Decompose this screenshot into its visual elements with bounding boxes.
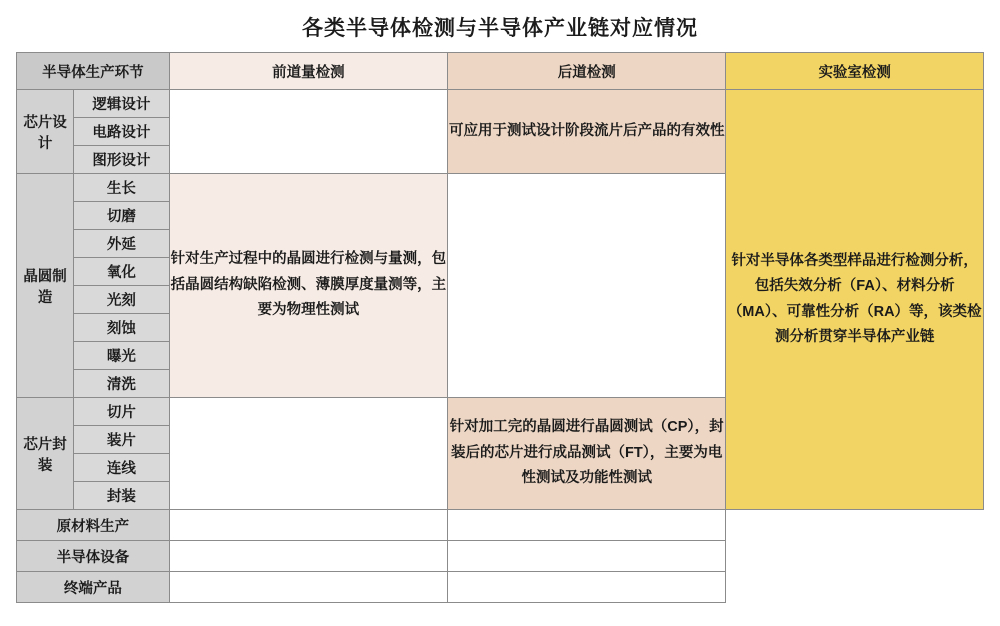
step-circuit-design: 电路设计 xyxy=(74,118,170,146)
step-epitaxy: 外延 xyxy=(74,230,170,258)
group-chip-packaging: 芯片封装 xyxy=(17,398,74,510)
step-die-attach: 装片 xyxy=(74,426,170,454)
cell-end-front-empty xyxy=(169,572,447,603)
semiconductor-testing-matrix xyxy=(16,52,984,603)
stage-semiconductor-equipment: 半导体设备 xyxy=(17,541,170,572)
table-row xyxy=(17,572,984,603)
cell-design-front-empty xyxy=(169,90,447,174)
group-wafer-fabrication: 晶圆制造 xyxy=(17,174,74,398)
cell-equipment-back-empty xyxy=(448,541,726,572)
step-oxidation: 氧化 xyxy=(74,258,170,286)
cell-fab-front-text: 针对生产过程中的晶圆进行检测与量测，包括晶圆结构缺陷检测、薄膜厚度量测等，主要为物理性测试 xyxy=(169,174,447,398)
table-header-row xyxy=(17,53,984,90)
table-row xyxy=(17,541,984,572)
cell-equipment-front-empty xyxy=(169,541,447,572)
cell-raw-back-empty xyxy=(448,510,726,541)
step-growth: 生长 xyxy=(74,174,170,202)
step-grinding: 切磨 xyxy=(74,202,170,230)
table-row xyxy=(17,90,984,118)
header-stage: 半导体生产环节 xyxy=(17,53,170,90)
cell-fab-back-empty xyxy=(448,174,726,398)
cell-end-back-empty xyxy=(448,572,726,603)
header-back-inspection: 后道检测 xyxy=(448,53,726,90)
step-etching: 刻蚀 xyxy=(74,314,170,342)
table-row xyxy=(17,510,984,541)
cell-lab-text: 针对半导体各类型样品进行检测分析，包括失效分析（FA）、材料分析（MA）、可靠性分析（RA）等，该类检测分析贯穿半导体产业链 xyxy=(726,90,984,510)
step-encapsulation: 封装 xyxy=(74,482,170,510)
cell-design-back-text: 可应用于测试设计阶段流片后产品的有效性 xyxy=(448,90,726,174)
step-wire-bonding: 连线 xyxy=(74,454,170,482)
step-dicing: 切片 xyxy=(74,398,170,426)
header-front-inspection: 前道量检测 xyxy=(169,53,447,90)
cell-raw-front-empty xyxy=(169,510,447,541)
step-graphic-design: 图形设计 xyxy=(74,146,170,174)
step-exposure: 曝光 xyxy=(74,342,170,370)
stage-end-products: 终端产品 xyxy=(17,572,170,603)
cell-package-front-empty xyxy=(169,398,447,510)
group-chip-design: 芯片设计 xyxy=(17,90,74,174)
step-photolithography: 光刻 xyxy=(74,286,170,314)
header-lab-inspection: 实验室检测 xyxy=(726,53,984,90)
stage-raw-material-production: 原材料生产 xyxy=(17,510,170,541)
step-cleaning: 清洗 xyxy=(74,370,170,398)
page-title: 各类半导体检测与半导体产业链对应情况 xyxy=(302,17,698,40)
cell-package-back-text: 针对加工完的晶圆进行晶圆测试（CP），封装后的芯片进行成品测试（FT），主要为电性测试及功能性测试 xyxy=(448,398,726,510)
step-logic-design: 逻辑设计 xyxy=(74,90,170,118)
